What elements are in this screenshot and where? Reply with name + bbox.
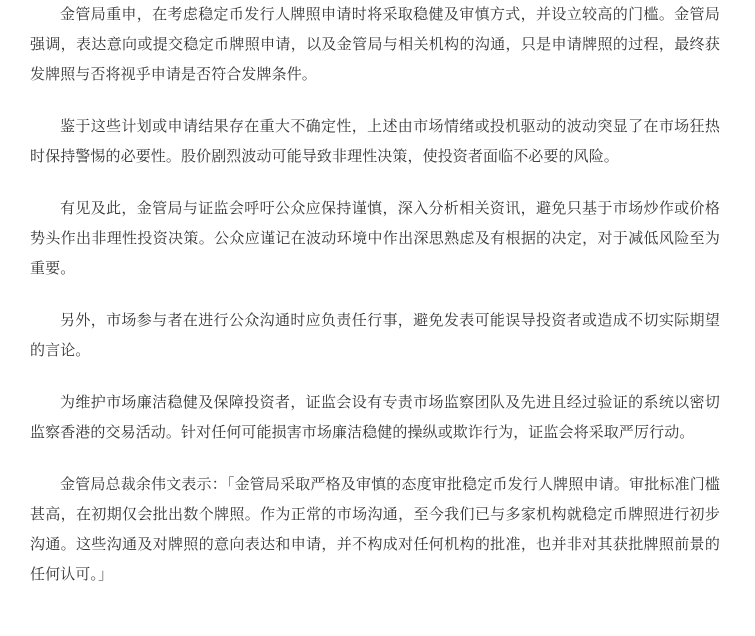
paragraph-uncertainty-warning: 鉴于这些计划或申请结果存在重大不确定性，上述由市场情绪或投机驱动的波动突显了在市场狂热时保持警惕的必要性。股价剧烈波动可能导致非理性决策，使投资者面临不必要的风险。: [30, 117, 720, 165]
paragraph-ceo-quote: 金管局总裁余伟文表示：「金管局采取严格及审慎的态度审批稳定币发行人牌照申请。审批标准门槛甚高，在初期仅会批出数个牌照。作为正常的市场沟通，至今我们已与多家机构就稳定币牌照进行初步沟通。这些沟通及对牌照的意向表达和申请，并不构成对任何机构的批准，也并非对其获批牌照前景的任何认可。」: [30, 475, 720, 583]
paragraph-public-caution: 有见及此，金管局与证监会呼吁公众应保持谨慎，深入分析相关资讯，避免只基于市场炒作或价格势头作出非理性投资决策。公众应谨记在波动环境中作出深思熟虑及有根据的决定，对于减低风险至为重要。: [30, 199, 720, 277]
paragraph-market-participants: 另外，市场参与者在进行公众沟通时应负责任行事，避免发表可能误导投资者或造成不切实际期望的言论。: [30, 311, 720, 359]
paragraph-hkma-licensing-approach: 金管局重申，在考虑稳定币发行人牌照申请时将采取稳健及审慎方式，并设立较高的门槛。金管局强调，表达意向或提交稳定币牌照申请，以及金管局与相关机构的沟通，只是申请牌照的过程，最终获发牌照与否将视乎申请是否符合发牌条件。: [30, 5, 720, 83]
paragraph-sfc-surveillance: 为维护市场廉洁稳健及保障投资者，证监会设有专责市场监察团队及先进且经过验证的系统以密切监察香港的交易活动。针对任何可能损害市场廉洁稳健的操纵或欺诈行为，证监会将采取严厉行动。: [30, 393, 720, 441]
